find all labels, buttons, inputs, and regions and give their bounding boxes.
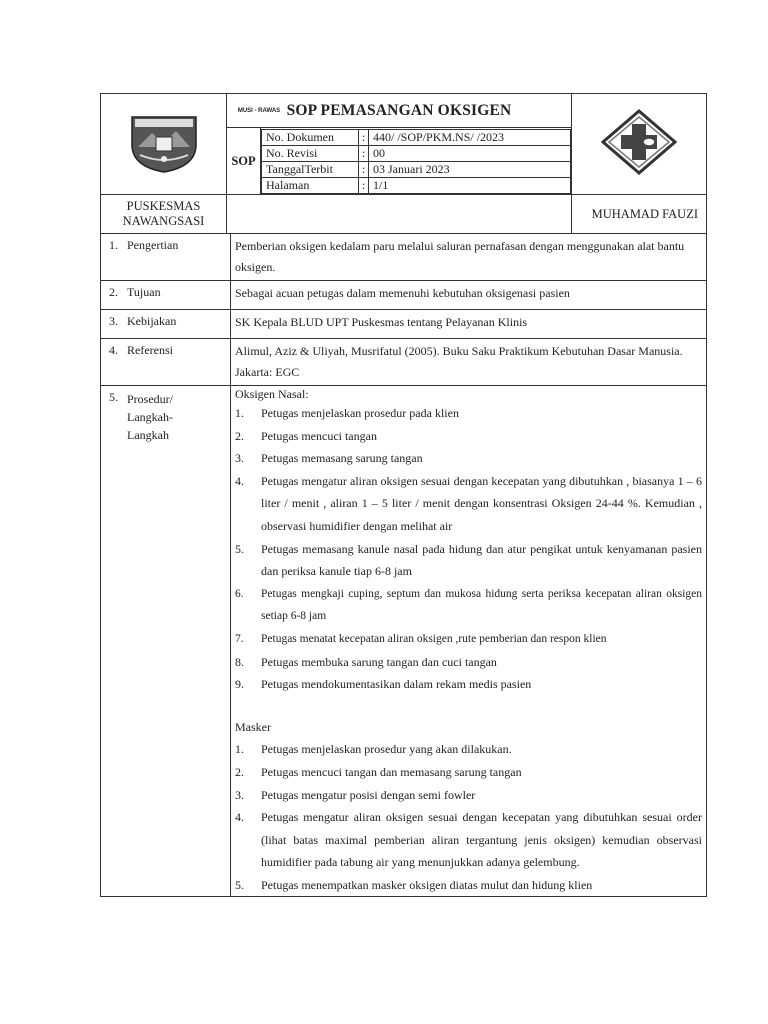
- spacer: [235, 696, 702, 716]
- meta-key: No. Dokumen: [262, 129, 359, 145]
- section-row-referensi: [101, 339, 707, 386]
- section-label: [101, 234, 231, 281]
- list-item: [235, 673, 702, 696]
- list-item: [235, 628, 702, 651]
- step-number: 4.: [235, 810, 244, 825]
- step-text: Petugas mengatur aliran oksigen sesuai dengan kecepatan yang dibutuhkan sesuai order (lihat batas maximal pemberian aliran tergantung jenis oksigen) kemudian observasi humidifier pada tabung air yang menunjukkan adanya gelembung.: [261, 810, 702, 870]
- procedure-content: [231, 386, 707, 897]
- signer-name: MUHAMAD FAUZI: [572, 195, 707, 234]
- meta-cell: [261, 128, 572, 195]
- step-text: Petugas menatat kecepatan aliran oksigen ,rute pemberian dan respon klien: [261, 632, 607, 645]
- document-title: SOP PEMASANGAN OKSIGEN: [227, 94, 572, 128]
- list-item: [235, 806, 702, 874]
- meta-value: 440/ /SOP/PKM.NS/ /2023: [369, 129, 571, 145]
- sop-label: SOP: [227, 128, 261, 195]
- section-title: Tujuan: [127, 285, 161, 299]
- list-item: [235, 784, 702, 807]
- step-number: 1.: [235, 742, 244, 757]
- blank-cell: [227, 195, 572, 234]
- section-label: [101, 310, 231, 339]
- section-number: 2.: [109, 285, 118, 299]
- step-number: 1.: [235, 406, 244, 420]
- step-number: 8.: [235, 654, 244, 669]
- section-number: 4.: [109, 343, 118, 357]
- section-title: Referensi: [127, 343, 173, 357]
- step-text: Petugas mengatur aliran oksigen sesuai dengan kecepatan yang dibutuhkan , biasanya 1 – 6 liter / menit , aliran 1 – 5 liter / menit dengan konsentrasi Oksigen 24-44 %. Kemudian , observasi humidifier dengan melihat air: [261, 473, 702, 533]
- sop-header-table: [100, 93, 707, 234]
- masker-subtitle: Masker: [235, 719, 271, 734]
- meta-row: [262, 129, 571, 145]
- sop-body-table: [100, 233, 707, 897]
- step-text: Petugas membuka sarung tangan dan cuci tangan: [261, 654, 497, 669]
- section-title-line3: Langkah: [127, 428, 169, 442]
- list-item: [235, 874, 702, 894]
- meta-sep: :: [359, 145, 369, 161]
- emblem-label: MUSI - RAWAS: [237, 108, 281, 114]
- step-number: 7.: [235, 632, 244, 645]
- list-item: [235, 470, 702, 538]
- musi-rawas-emblem-icon: [128, 111, 200, 173]
- section-row-prosedur: [101, 386, 707, 897]
- meta-value: 1/1: [369, 177, 571, 193]
- step-number: 5.: [235, 877, 244, 892]
- section-number: 1.: [109, 238, 118, 252]
- meta-key: TanggalTerbit: [262, 161, 359, 177]
- section-title-line2: Langkah-: [127, 410, 173, 424]
- section-title: [127, 390, 173, 444]
- section-title: Pengertian: [127, 238, 179, 252]
- step-number: 3.: [235, 451, 244, 466]
- section-row-tujuan: [101, 281, 707, 310]
- step-number: 3.: [235, 787, 244, 802]
- meta-key: No. Revisi: [262, 145, 359, 161]
- section-content: Alimul, Aziz & Uliyah, Musrifatul (2005). Buku Saku Praktikum Kebutuhan Dasar Manusia. Jakarta: EGC: [231, 339, 707, 386]
- section-title: Kebijakan: [127, 314, 177, 328]
- meta-value: 03 Januari 2023: [369, 161, 571, 177]
- section-title-line1: Prosedur/: [127, 392, 173, 406]
- org-name-line2: NAWANGSASI: [122, 214, 205, 228]
- puskesmas-logo-icon: [599, 108, 679, 176]
- meta-value: 00: [369, 145, 571, 161]
- step-number: 2.: [235, 764, 244, 779]
- meta-sep: :: [359, 129, 369, 145]
- list-item: [235, 402, 702, 425]
- section-row-pengertian: [101, 234, 707, 281]
- list-item: [235, 447, 702, 470]
- section-label: [101, 281, 231, 310]
- step-number: 9.: [235, 677, 244, 692]
- org-name-line1: PUSKESMAS: [126, 199, 201, 213]
- step-text: Petugas menjelaskan prosedur yang akan dilakukan.: [261, 742, 512, 757]
- meta-key: Halaman: [262, 177, 359, 193]
- right-logo-cell: [572, 94, 707, 195]
- section-content: Pemberian oksigen kedalam paru melalui saluran pernafasan dengan menggunakan alat bantu oksigen.: [231, 234, 707, 281]
- step-text: Petugas memasang kanule nasal pada hidung dan atur pengikat untuk kenyamanan pasien dan periksa kanule tiap 6-8 jam: [261, 541, 702, 579]
- meta-row: [262, 161, 571, 177]
- step-text: Petugas menempatkan masker oksigen diatas mulut dan hidung klien: [261, 877, 593, 892]
- list-item: [235, 583, 702, 628]
- list-item: [235, 425, 702, 448]
- section-content: Sebagai acuan petugas dalam memenuhi kebutuhan oksigenasi pasien: [231, 281, 707, 310]
- meta-sep: :: [359, 161, 369, 177]
- meta-row: [262, 145, 571, 161]
- step-text: Petugas mencuci tangan: [261, 428, 377, 443]
- step-text: Petugas memasang sarung tangan: [261, 451, 423, 466]
- sop-document: [100, 93, 707, 897]
- section-content: SK Kepala BLUD UPT Puskesmas tentang Pelayanan Klinis: [231, 310, 707, 339]
- org-name: [101, 195, 227, 234]
- section-number: 3.: [109, 314, 118, 328]
- step-number: 5.: [235, 541, 244, 556]
- meta-sep: :: [359, 177, 369, 193]
- section-number: 5.: [109, 390, 118, 404]
- step-number: 4.: [235, 473, 244, 488]
- step-text: Petugas mengkaji cuping, septum dan mukosa hidung serta periksa kecepatan aliran oksigen setiap 6-8 jam: [261, 587, 702, 623]
- step-text: Petugas menjelaskan prosedur pada klien: [261, 406, 459, 420]
- step-number: 2.: [235, 428, 244, 443]
- step-text: Petugas mengatur posisi dengan semi fowler: [261, 787, 476, 802]
- list-item: [235, 651, 702, 674]
- list-item: [235, 738, 702, 761]
- list-item: [235, 761, 702, 784]
- list-item: [235, 538, 702, 583]
- section-label: [101, 386, 231, 897]
- meta-row: [262, 177, 571, 193]
- section-row-kebijakan: [101, 310, 707, 339]
- meta-table: [261, 129, 571, 194]
- nasal-subtitle: Oksigen Nasal:: [235, 387, 309, 401]
- step-text: Petugas mencuci tangan dan memasang sarung tangan: [261, 764, 522, 779]
- step-text: Petugas mendokumentasikan dalam rekam medis pasien: [261, 677, 532, 692]
- step-number: 6.: [235, 587, 244, 600]
- section-label: [101, 339, 231, 386]
